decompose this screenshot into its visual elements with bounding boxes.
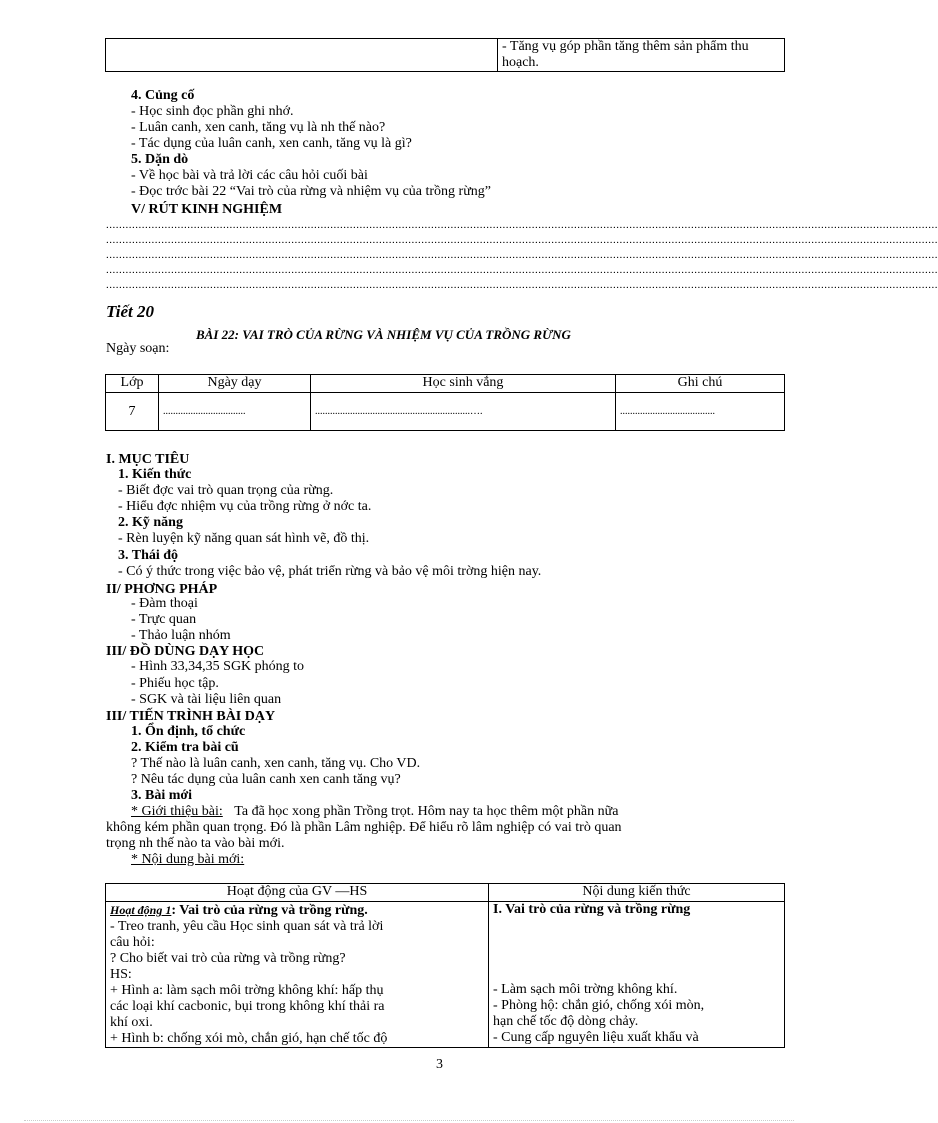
activity-left-line-2: câu hỏi: (110, 935, 155, 950)
page-number: 3 (436, 1057, 443, 1072)
class-table (105, 374, 785, 431)
kiem-tra-line-2: ? Nêu tác dụng của luân canh xen canh tăng vụ? (131, 772, 401, 787)
activity-header-noi-dung: Nội dung kiến thức (489, 884, 785, 902)
phuong-phap-heading: II/ PHƠNG PHÁP (106, 582, 218, 597)
top-table (105, 38, 785, 72)
activity-left-line-4: HS: (110, 967, 132, 982)
tien-trinh-heading: III/ TIẾN TRÌNH BÀI DẠY (106, 709, 276, 724)
activity-right-line-2: - Phòng hộ: chắn gió, chống xói mòn, (493, 998, 705, 1013)
activity-right-line-1: - Làm sạch môi trờng không khí. (493, 982, 678, 997)
thai-do-heading: 3. Thái độ (118, 548, 179, 563)
hoat-dong-title: : Vai trò của rừng và trồng rừng. (171, 903, 368, 918)
ngay-soan-label: Ngày soạn: (106, 341, 170, 356)
gioi-thieu-label: * Giới thiệu bài: (131, 804, 223, 819)
thai-do-line-1: - Có ý thức trong việc bảo vệ, phát triển rừng và bảo vệ môi trờng hiện nay. (118, 564, 542, 579)
kiem-tra-heading: 2. Kiểm tra bài cũ (131, 740, 239, 755)
class-table-header-lop: Lớp (106, 375, 159, 393)
class-table-header-hoc-sinh-vang: Học sinh vắng (311, 375, 616, 393)
class-table-header-ghi-chu: Ghi chú (616, 375, 785, 393)
activity-table (105, 883, 785, 1048)
activity-right-heading: I. Vai trò của rừng và trồng rừng (493, 902, 691, 917)
section-5-heading: 5. Dặn dò (131, 152, 189, 167)
activity-right-cell (489, 902, 785, 1048)
phuong-phap-line-1: - Đàm thoại (131, 596, 198, 611)
lesson-title: BÀI 22: VAI TRÒ CỦA RỪNG VÀ NHIỆM VỤ CỦA TRỒNG RỪNG (196, 327, 571, 342)
gioi-thieu-line-3: trọng nh thế nào ta vào bài mới. (106, 836, 285, 851)
kien-thuc-line-2: - Hiểu đợc nhiệm vụ của trồng rừng ở nớc ta. (118, 499, 372, 514)
kien-thuc-heading: 1. Kiến thức (118, 467, 192, 482)
activity-left-line-3: ? Cho biết vai trò của rừng và trồng rừng? (110, 951, 346, 966)
page-bottom-divider (24, 1120, 794, 1121)
kiem-tra-line-1: ? Thế nào là luân canh, xen canh, tăng vụ. Cho VD. (131, 756, 421, 771)
rut-kinh-nghiem-heading: V/ RÚT KINH NGHIỆM (131, 202, 283, 217)
activity-right-line-3: hạn chế tốc độ dòng chảy. (493, 1014, 639, 1029)
activity-left-line-8: + Hình b: chống xói mò, chắn gió, hạn chế tốc độ (110, 1031, 388, 1046)
activity-right-line-4: - Cung cấp nguyên liệu xuất khẩu và (493, 1030, 699, 1045)
ky-nang-line-1: - Rèn luyện kỹ năng quan sát hình vẽ, đồ thị. (118, 531, 370, 546)
s4-line-2: - Luân canh, xen canh, tăng vụ là nh thế nào? (131, 120, 386, 135)
activity-left-line-7: khí oxi. (110, 1015, 153, 1030)
dotted-line-2: ................................................................................................................................................................................................................................................................ (106, 234, 938, 246)
s4-line-1: - Học sinh đọc phần ghi nhớ. (131, 104, 294, 119)
hoat-dong-label: Hoạt động 1 (110, 903, 172, 917)
activity-left-line-5: + Hình a: làm sạch môi trờng không khí: hấp thụ (110, 983, 384, 998)
activity-left-cell (106, 902, 489, 1048)
activity-left-line-6: các loại khí cacbonic, bụi trong không khí thải ra (110, 999, 385, 1014)
dotted-line-4: ................................................................................................................................................................................................................................................................ (106, 264, 938, 276)
s4-line-3: - Tác dụng của luân canh, xen canh, tăng vụ là gì? (131, 136, 412, 151)
class-table-cell-hoc-sinh-vang: ..............................................................…. (311, 393, 616, 431)
dotted-line-3: ................................................................................................................................................................................................................................................................ (106, 249, 938, 261)
ky-nang-heading: 2. Kỹ năng (118, 515, 183, 530)
do-dung-line-1: - Hình 33,34,35 SGK phóng to (131, 659, 305, 674)
top-table-left-cell (106, 39, 498, 72)
gioi-thieu-line-2: không kém phần quan trọng. Đó là phần Lâm nghiệp. Để hiểu rõ lâm nghiệp có vai trò quan (106, 820, 622, 835)
muc-tieu-heading: I. MỤC TIÊU (106, 452, 190, 467)
phuong-phap-line-3: - Thảo luận nhóm (131, 628, 231, 643)
noi-dung-label: * Nội dung bài mới: (131, 852, 245, 867)
s5-line-2: - Đọc trớc bài 22 “Vai trò của rừng và nhiệm vụ của trồng rừng” (131, 184, 492, 199)
top-table-right-cell: - Tăng vụ góp phần tăng thêm sản phẩm thu hoạch. (498, 39, 785, 72)
class-table-header-ngay-day: Ngày dạy (159, 375, 311, 393)
bai-moi-heading: 3. Bài mới (131, 788, 193, 803)
class-table-cell-lop: 7 (106, 393, 159, 431)
do-dung-line-3: - SGK và tài liệu liên quan (131, 692, 282, 707)
dotted-line-1: ................................................................................................................................................................................................................................................................ (106, 219, 938, 231)
activity-left-line-1: - Treo tranh, yêu cầu Học sinh quan sát và trả lời (110, 919, 384, 934)
dotted-line-5: ................................................................................................................................................................................................................................................................ (106, 279, 938, 291)
do-dung-heading: III/ ĐỒ DÙNG DẠY HỌC (106, 644, 265, 659)
class-table-cell-ngay-day: ................................. (159, 393, 311, 431)
phuong-phap-line-2: - Trực quan (131, 612, 197, 627)
activity-header-gv-hs: Hoạt động của GV —HS (106, 884, 489, 902)
on-dinh-heading: 1. Ổn định, tổ chức (131, 724, 246, 739)
do-dung-line-2: - Phiếu học tập. (131, 676, 219, 691)
gioi-thieu-line-1: Ta đã học xong phần Trồng trọt. Hôm nay ta học thêm một phần nữa (234, 804, 619, 819)
s5-line-1: - Về học bài và trả lời các câu hỏi cuối bài (131, 168, 368, 183)
tiet-heading: Tiết 20 (106, 302, 154, 321)
section-4-heading: 4. Củng cố (131, 88, 195, 103)
kien-thuc-line-1: - Biết đợc vai trò quan trọng của rừng. (118, 483, 334, 498)
class-table-cell-ghi-chu: ...................................... (616, 393, 785, 431)
